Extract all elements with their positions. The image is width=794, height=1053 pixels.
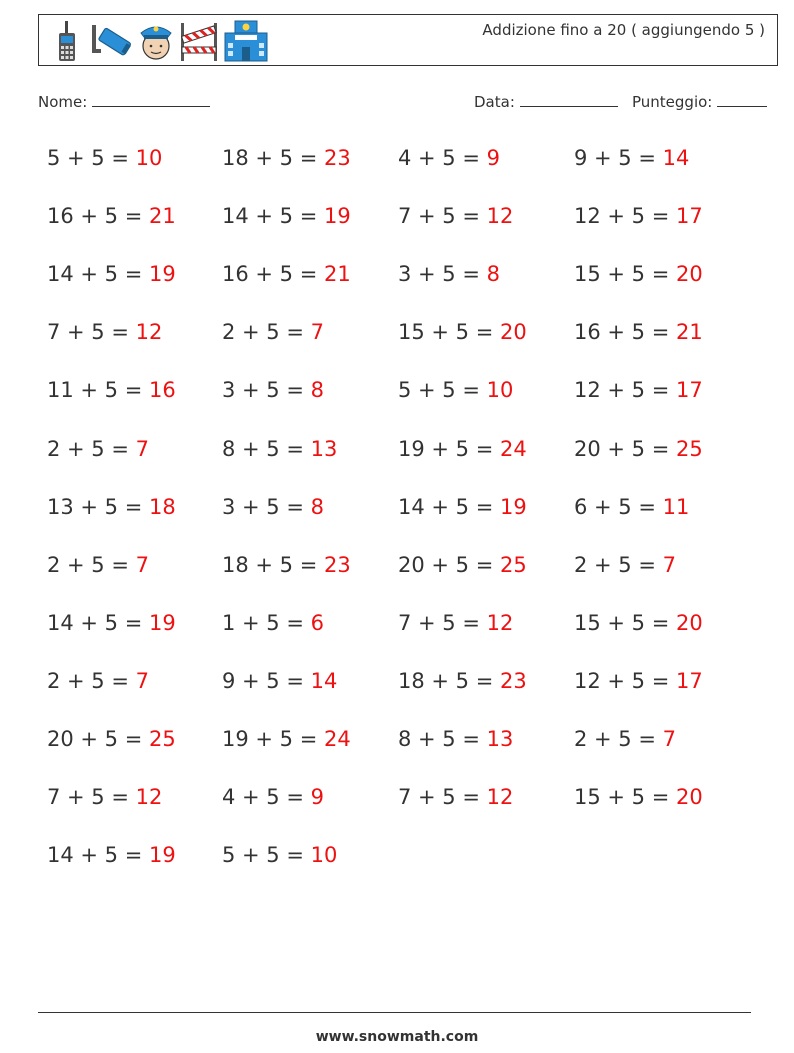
problem-cell <box>47 611 176 635</box>
problem-answer: 13 <box>310 436 338 461</box>
problem-cell <box>574 727 676 751</box>
problem-question: 8 + 5 = <box>398 727 487 751</box>
problem-question: 14 + 5 = <box>222 204 324 229</box>
problem-question: 12 + 5 = <box>574 668 676 693</box>
problem-question: 2 + 5 = <box>47 436 136 461</box>
problem-cell <box>47 378 176 402</box>
problem-answer: 9 <box>310 785 324 810</box>
problem-answer: 7 <box>135 668 149 693</box>
problem-answer: 20 <box>499 320 527 345</box>
problem-cell <box>222 378 324 402</box>
problem-question: 2 + 5 = <box>47 552 136 577</box>
problem-answer: 19 <box>148 262 176 287</box>
problem-answer: 14 <box>310 668 338 693</box>
problem-answer: 7 <box>135 436 149 461</box>
problem-answer: 17 <box>675 668 703 693</box>
problem-answer: 25 <box>148 727 176 751</box>
problem-question: 7 + 5 = <box>47 320 136 345</box>
problem-question: 5 + 5 = <box>47 146 136 170</box>
problem-row <box>47 495 751 525</box>
problem-answer: 10 <box>135 146 163 170</box>
problem-question: 11 + 5 = <box>47 378 149 403</box>
problem-cell <box>398 320 527 344</box>
problem-cell <box>222 843 337 867</box>
problem-answer: 10 <box>486 378 514 403</box>
problem-answer: 13 <box>486 727 514 751</box>
problem-answer: 12 <box>486 785 514 810</box>
problem-answer: 20 <box>675 785 703 810</box>
problem-cell <box>574 669 703 693</box>
problem-answer: 12 <box>135 785 163 810</box>
problem-answer: 12 <box>486 204 514 229</box>
problem-cell <box>222 204 351 228</box>
problem-cell <box>222 495 324 519</box>
problem-answer: 9 <box>486 146 500 170</box>
police-officer-icon <box>137 19 175 63</box>
problem-cell <box>398 669 527 693</box>
problem-cell <box>222 262 351 286</box>
footer-divider <box>38 1012 751 1013</box>
problem-answer: 19 <box>148 610 176 635</box>
problem-cell <box>398 204 513 228</box>
problem-cell <box>398 262 500 286</box>
problem-question: 6 + 5 = <box>574 494 663 519</box>
problem-question: 14 + 5 = <box>47 262 149 287</box>
problem-cell <box>47 785 162 809</box>
problem-answer: 12 <box>135 320 163 345</box>
date-label: Data: <box>474 93 515 111</box>
police-station-icon <box>223 19 269 63</box>
problem-row <box>47 553 751 583</box>
problem-answer: 24 <box>323 727 351 751</box>
problem-question: 18 + 5 = <box>398 668 500 693</box>
problem-question: 7 + 5 = <box>398 204 487 229</box>
score-label: Punteggio: <box>632 93 713 111</box>
problem-cell <box>222 727 351 751</box>
problem-cell <box>398 437 527 461</box>
problem-answer: 14 <box>662 146 690 170</box>
score-field[interactable] <box>632 92 767 111</box>
problem-cell <box>574 437 703 461</box>
problem-row <box>47 320 751 350</box>
header-icons <box>49 19 269 63</box>
problem-question: 7 + 5 = <box>47 785 136 810</box>
problem-answer: 16 <box>148 378 176 403</box>
problem-answer: 11 <box>662 494 690 519</box>
problem-question: 5 + 5 = <box>222 843 311 868</box>
problem-cell <box>47 727 176 751</box>
problem-row <box>47 669 751 699</box>
problem-cell <box>574 146 689 170</box>
problem-question: 8 + 5 = <box>222 436 311 461</box>
problem-question: 3 + 5 = <box>222 378 311 403</box>
problem-answer: 8 <box>310 494 324 519</box>
name-label: Nome: <box>38 93 88 111</box>
problem-question: 2 + 5 = <box>574 552 663 577</box>
problem-question: 19 + 5 = <box>398 436 500 461</box>
problem-question: 4 + 5 = <box>222 785 311 810</box>
problem-row <box>47 204 751 234</box>
problem-answer: 23 <box>323 552 351 577</box>
problem-cell <box>47 843 176 867</box>
problem-question: 2 + 5 = <box>574 727 663 751</box>
problem-cell <box>398 378 513 402</box>
problem-answer: 10 <box>310 843 338 868</box>
problem-answer: 7 <box>310 320 324 345</box>
problem-row <box>47 437 751 467</box>
road-barrier-icon <box>179 19 219 63</box>
problem-row <box>47 146 751 176</box>
problem-question: 19 + 5 = <box>222 727 324 751</box>
problem-row <box>47 727 751 757</box>
problem-cell <box>222 437 337 461</box>
footer-site: www.snowmath.com <box>315 1029 479 1045</box>
problem-cell <box>47 553 149 577</box>
problem-cell <box>47 204 176 228</box>
problem-row <box>47 843 751 873</box>
problem-answer: 21 <box>148 204 176 229</box>
problem-question: 16 + 5 = <box>222 262 324 287</box>
problem-cell <box>47 262 176 286</box>
problem-answer: 17 <box>675 378 703 403</box>
problem-question: 15 + 5 = <box>574 785 676 810</box>
problem-question: 2 + 5 = <box>222 320 311 345</box>
problem-question: 18 + 5 = <box>222 146 324 170</box>
problem-answer: 25 <box>499 552 527 577</box>
problem-question: 12 + 5 = <box>574 378 676 403</box>
problem-cell <box>222 669 337 693</box>
problem-cell <box>47 146 162 170</box>
problem-answer: 25 <box>675 436 703 461</box>
problem-answer: 23 <box>323 146 351 170</box>
problem-question: 2 + 5 = <box>47 668 136 693</box>
problem-question: 15 + 5 = <box>574 262 676 287</box>
problem-cell <box>574 611 703 635</box>
problem-answer: 19 <box>148 843 176 868</box>
date-blank[interactable] <box>520 92 618 107</box>
problem-question: 18 + 5 = <box>222 552 324 577</box>
score-blank[interactable] <box>717 92 767 107</box>
problem-answer: 7 <box>135 552 149 577</box>
problem-question: 20 + 5 = <box>574 436 676 461</box>
problem-cell <box>574 204 703 228</box>
problem-cell <box>222 320 324 344</box>
problem-cell <box>398 146 500 170</box>
problem-cell <box>398 727 513 751</box>
problem-cell <box>398 785 513 809</box>
problem-cell <box>222 785 324 809</box>
problem-answer: 19 <box>323 204 351 229</box>
problem-cell <box>47 437 149 461</box>
name-blank[interactable] <box>92 92 210 107</box>
problem-question: 15 + 5 = <box>398 320 500 345</box>
problem-row <box>47 611 751 641</box>
problem-cell <box>574 495 689 519</box>
problem-answer: 24 <box>499 436 527 461</box>
problem-question: 9 + 5 = <box>222 668 311 693</box>
problem-cell <box>47 495 176 519</box>
problem-answer: 12 <box>486 610 514 635</box>
date-field[interactable] <box>474 92 618 111</box>
name-field[interactable] <box>38 92 210 111</box>
problem-answer: 18 <box>148 494 176 519</box>
problem-question: 20 + 5 = <box>398 552 500 577</box>
problem-cell <box>222 146 351 170</box>
problem-cell <box>398 611 513 635</box>
problem-question: 20 + 5 = <box>47 727 149 751</box>
surveillance-camera-icon <box>89 19 133 63</box>
problem-question: 14 + 5 = <box>398 494 500 519</box>
problem-question: 12 + 5 = <box>574 204 676 229</box>
problem-cell <box>222 611 324 635</box>
problem-question: 16 + 5 = <box>47 204 149 229</box>
problem-cell <box>222 553 351 577</box>
header-box <box>38 14 778 66</box>
problem-cell <box>574 553 676 577</box>
problem-cell <box>574 262 703 286</box>
problem-cell <box>398 553 527 577</box>
worksheet-title: Addizione fino a 20 ( aggiungendo 5 ) <box>482 21 765 39</box>
problem-answer: 7 <box>662 552 676 577</box>
problem-answer: 20 <box>675 262 703 287</box>
problem-answer: 23 <box>499 668 527 693</box>
problem-cell <box>47 320 162 344</box>
problem-row <box>47 378 751 408</box>
problem-answer: 20 <box>675 610 703 635</box>
problem-answer: 7 <box>662 727 676 751</box>
problem-cell <box>574 320 703 344</box>
problem-answer: 17 <box>675 204 703 229</box>
walkie-talkie-icon <box>49 19 85 63</box>
problem-row <box>47 785 751 815</box>
problem-answer: 8 <box>310 378 324 403</box>
problem-question: 14 + 5 = <box>47 843 149 868</box>
problem-answer: 8 <box>486 262 500 287</box>
problem-question: 3 + 5 = <box>398 262 487 287</box>
problem-question: 3 + 5 = <box>222 494 311 519</box>
problem-cell <box>574 378 703 402</box>
problem-question: 1 + 5 = <box>222 610 311 635</box>
problem-cell <box>574 785 703 809</box>
problem-answer: 21 <box>323 262 351 287</box>
problem-cell <box>398 495 527 519</box>
problem-question: 4 + 5 = <box>398 146 487 170</box>
problem-question: 15 + 5 = <box>574 610 676 635</box>
problem-question: 14 + 5 = <box>47 610 149 635</box>
problem-question: 9 + 5 = <box>574 146 663 170</box>
problem-answer: 21 <box>675 320 703 345</box>
problem-question: 7 + 5 = <box>398 610 487 635</box>
problem-answer: 6 <box>310 610 324 635</box>
problem-cell <box>47 669 149 693</box>
problem-answer: 19 <box>499 494 527 519</box>
problem-question: 16 + 5 = <box>574 320 676 345</box>
problem-question: 7 + 5 = <box>398 785 487 810</box>
problem-question: 13 + 5 = <box>47 494 149 519</box>
problem-question: 5 + 5 = <box>398 378 487 403</box>
problem-row <box>47 262 751 292</box>
